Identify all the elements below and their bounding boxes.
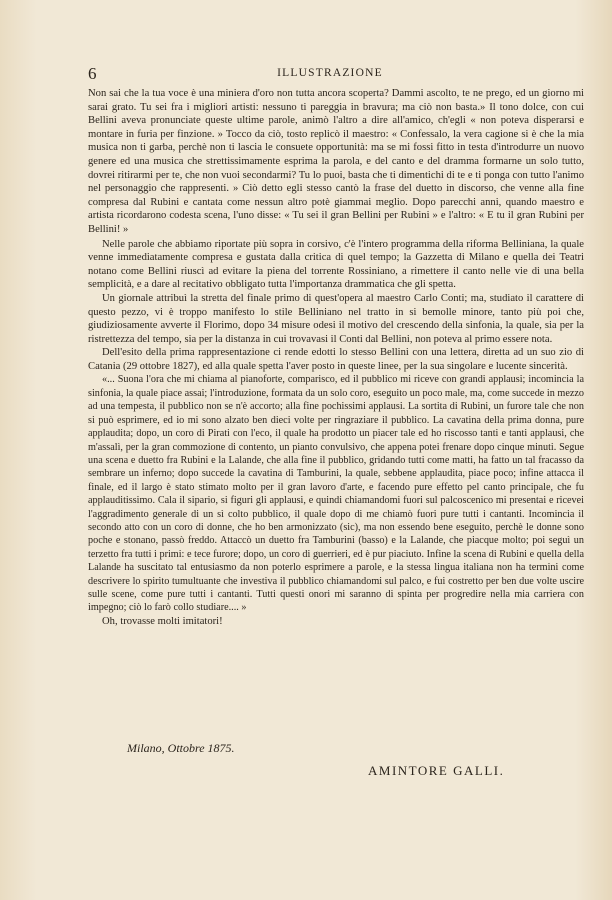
paragraph-esito: Dell'esito della prima rappresentazione ci rende edotti lo stesso Bellini con una lettera, diretta ad un suo zio di Catania (29 ottobre 1827), ed alla quale spetta l'aver posto in queste linee, per la sua singolare e lucente sincerità. — [88, 347, 584, 372]
running-head — [88, 64, 572, 85]
paragraph-bellini-rubini: Non sai che la tua voce è una miniera d'oro non tutta ancora scoperta? Dammi ascolto, te ne prego, ed un giorno mi sarai grato. Tu sei fra i migliori artisti: nessuno ti pareggia in bravura; ma ciò non basta.» Il tono dolce, con cui Bellini aveva pronunciate queste ultime parole, animò l'altro a dire all'amico, ch'egli « non poteva disperarsi e montare in furia per finzione. » Tocco da ciò, tosto replicò il maestro: « Confessalo, la vera cagione si è che la mia musica non ti garba, perchè non ti lascia le consuete opportunità: ma se mi fossi fitto in testa d'introdurre un nuovo genere ed una musica che strettissimamente esprima la parola, e del canto e del dramma formarne un solo tutto, dovrei ritirarmi per te, che non vuoi secondarmi? Tu lo puoi, basta che ti dimentichi di te e ti ponga con tutto l'animo nel personaggio che rappresenti. » Ciò detto egli stesso cantò la frase del duetto in discorso, che venne alla fine compresa dal Rubini e cantata come nessun altro potè giammai meglio. Dopo parecchi anni, quando maestro e artista ricordarono codesta scena, l'uno disse: « Tu sei il gran Bellini per Rubini » e l'altro: « E tu il gran Rubini per Bellini! » — [88, 88, 584, 235]
paragraph-stretta: Un giornale attribuì la stretta del finale primo di quest'opera al maestro Carlo Conti; ma, studiato il carattere di questo pezzo, vi è troppo manifesto lo stile Belliniano nel tratto in si bemolle minore, tanto più poi che, giudiziosamente avverte il Florimo, dopo 34 misure odesi il motivo del crescendo della sinfonia, la quale, sia per la ristrettezza del tempo, sia per la distanza in cui trovavasi il Conti dal Bellini, non poteva al primo essere nota. — [88, 292, 584, 345]
place-date: Milano, Ottobre 1875. — [127, 741, 235, 755]
page-number: 6 — [88, 64, 97, 83]
paragraph-riforma: Nelle parole che abbiamo riportate più sopra in corsivo, c'è l'intero programma della riforma Belliniana, la quale venne immediatamente compresa e gustata dalla critica di quel tempo; la Gazzetta di Milano e quella dei Teatri notano come Bellini riuscì ad evitare la piena del torrente Rossiniano, a rimettere il canto nelle vie di una bella semplicità, e a dare al recitativo obbligato tutta l'importanza drammatica che gli spetta. — [88, 238, 584, 291]
body-text — [88, 87, 584, 628]
section-title: ILLUSTRAZIONE — [277, 67, 383, 79]
author-signature: AMINTORE GALLI. — [368, 763, 505, 778]
paragraph-letter-quote: «... Suona l'ora che mi chiama al pianoforte, comparisco, ed il pubblico mi riceve con grandi applausi; incomincia la sinfonia, la quale piace assai; l'introduzione, formata da un solo coro, eseguito un poco male, ma, come succede in mezzo ad una tempesta, il pubblico non se n'è accorto; alla fine pochissimi applausi. La sortita di Rubini, un furore tale che non si può esprimere, ed io mi sono alzato ben dieci volte per ringraziare il pubblico. La cavatina della prima donna, pure applaudita; dopo, un coro di Pirati con l'eco, il quale ha prodotto un piacer tale ed ho riscosso tanti e tanti applausi, che m'assalì, per la gran commozione di contento, un pianto convulsivo, che appena potei frenare dopo cinque minuti. Segue una scena e duetto fra Rubini e la Lalande, che alla fine il pubblico, gridando tutti come matti, ha fatto un tal fracasso da sembrare un inferno; dopo succede la cavatina di Tamburini, la quale, sebbene applaudita, piace poco; infine attacca il finale, ed il largo è stato stimato molto per il gran lavoro d'arte, e facendo pure effetto pel canto principale, che fu applauditissimo. Cala il sipario, si figuri gli applausi, e quindi chiamandomi fuori sul palcoscenico mi presentai e ricevei l'aggradimento generale di un sì colto pubblico, il quale dopo di me chiamò fuori pure tutti i cantanti. Incomincia il secondo atto con un coro di donne, che ho ben armonizzato (sic), ma non essendo bene eseguito, perchè le donne sono poche e stonano, passò freddo. Attaccò un duetto fra Tamburini (basso) e la Lalande, che piacque molto; poi seguì un terzetto fra tutti i primi: e tece furore; dopo, un coro di guerrieri, ed è pur piaciuto. Infine la scena di Rubini e quella della Lalande ha suscitato tal entusiasmo da non poterlo esprimere a parole, e la stessa lingua italiana non ha termini come descrivere lo spirito tumultuante che investiva il pubblico chiamandomi sul palco, e fui costretto per ben due volte uscire sulle scene, come pure tutti i cantanti. Tutti questi onori mi saranno di spinta per progredire nella mia carriera con impegno; ciò lo farò collo studiare.... » — [88, 374, 584, 614]
paragraph-imitatori: Oh, trovasse molti imitatori! — [102, 615, 223, 627]
